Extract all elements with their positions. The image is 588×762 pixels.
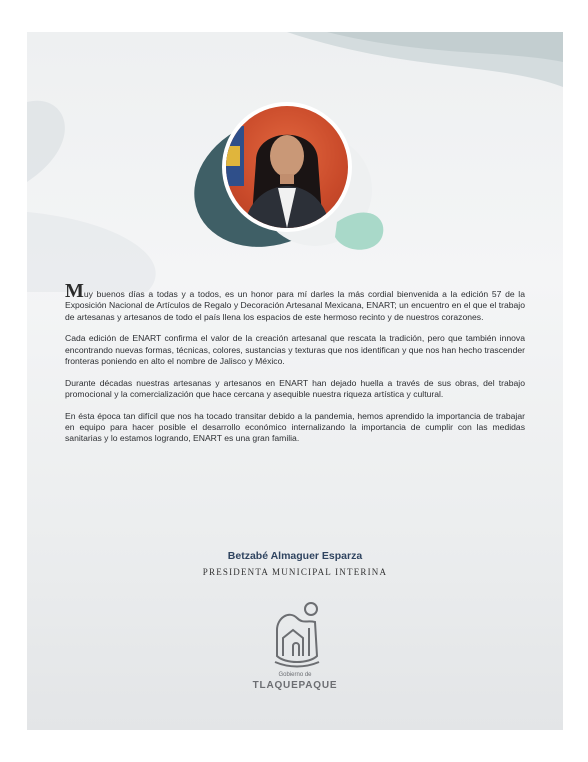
paragraph-1-text: uy buenos días a todas y a todos, es un honor para mí darles la más cordial bienvenida a la edición 57 de la Exposición Nacional de Artículos de Regalo y Decoración Artesanal Mexicana, ENART; un encuentro en el que el trabajo de artesanas y artesanos de todo el país llena los espacios de este hermoso recinto y de nuestros corazones. xyxy=(65,289,525,322)
logo-subtitle: Gobierno de xyxy=(278,672,312,678)
tlaquepaque-church-logo-icon xyxy=(269,600,325,668)
paragraph-4: En ésta época tan difícil que nos ha tocado transitar debido a la pandemia, hemos aprendido la importancia de trabajar en equipo para hacer posible el desarrollo económico internalizando la importancia de cumplir con las medidas sanitarias y lo estamos logrando, ENART es una gran familia. xyxy=(65,410,525,444)
signature-role: PRESIDENTA MUNICIPAL INTERINA xyxy=(202,567,388,577)
signature-name: Betzabé Almaguer Esparza xyxy=(227,550,363,562)
paragraph-2: Cada edición de ENART confirma el valor de la creación artesanal que rescata la tradición, pero que también innova encontrando nuevas formas, técnicas, colores, sustancias y texturas que nos identifican y que nos han hecho trascender fronteras poniendo en alto el nombre de Jalisco y México. xyxy=(65,333,525,366)
logo-title: TLAQUEPAQUE xyxy=(252,680,338,691)
paragraph-3: Durante décadas nuestras artesanas y artesanos en ENART han dejado huella a través de sus obras, del trabajo promocional y la comercialización que hace cercana y asequible nuestra riqueza artística y cultural. xyxy=(65,377,525,400)
portrait-photo xyxy=(222,102,352,242)
person-portrait-icon xyxy=(226,106,348,228)
letter-page xyxy=(27,32,563,730)
letter-body xyxy=(65,280,525,455)
dropcap: M xyxy=(65,280,84,302)
paragraph-1 xyxy=(65,280,525,323)
